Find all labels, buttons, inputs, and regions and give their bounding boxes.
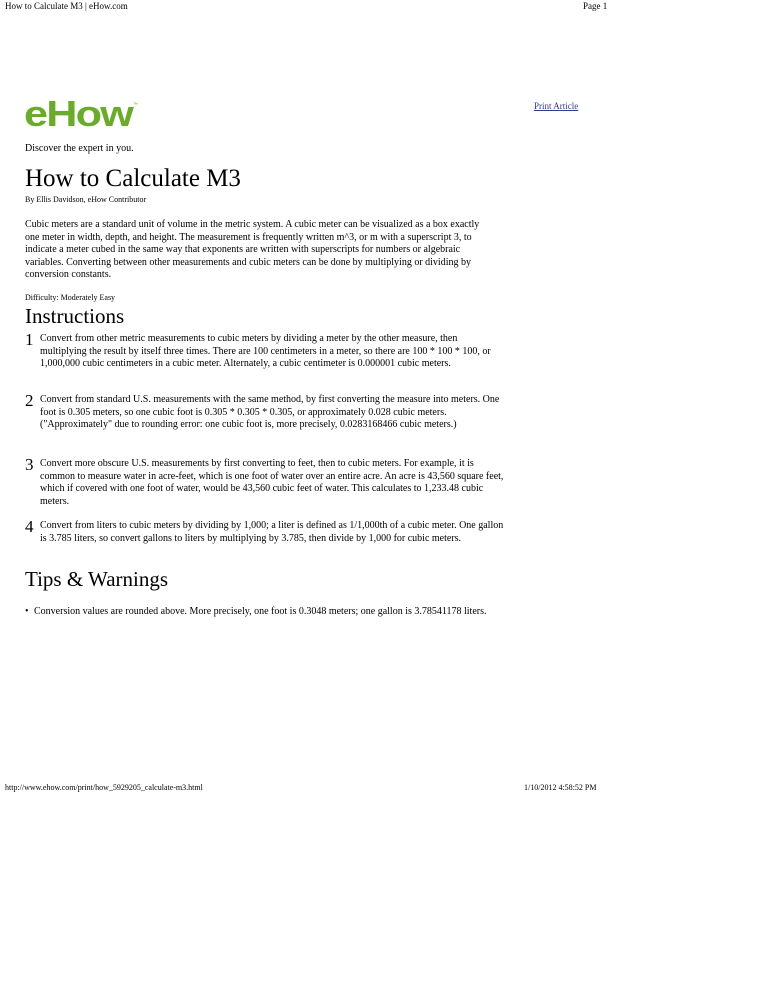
step-number: 1 xyxy=(25,330,34,349)
page-header-title: How to Calculate M3 | eHow.com xyxy=(5,1,128,11)
tips-heading: Tips & Warnings xyxy=(25,567,169,591)
difficulty: Difficulty: Moderately Easy xyxy=(25,293,116,302)
step-number: 3 xyxy=(25,455,34,474)
ehow-logo xyxy=(24,96,144,130)
step-text: Convert from other metric measurements to cubic meters by dividing a meter by the other measure, then multiplying the result by itself three times. There are 100 centimeters in a meter, so there are 100 * 100 * 100, or 1,000,000 cubic centimeters in a cubic meter. Alternately, a cubic centimeter is 0.000001 cubic meters. xyxy=(40,333,491,370)
instructions-heading: Instructions xyxy=(25,304,125,328)
tip-text: Conversion values are rounded above. More precisely, one foot is 0.3048 meters; one gallon is 3.78541178 liters. xyxy=(34,606,487,617)
article-title: How to Calculate M3 xyxy=(25,165,241,192)
step-text: Convert from liters to cubic meters by dividing by 1,000; a liter is defined as 1/1,000th of a cubic meter. One gallon is 3.785 liters, so convert gallons to liters by multiplying by 3.785, then divide by 1,000 for cubic meters. xyxy=(40,520,504,544)
step-text: Convert more obscure U.S. measurements by first converting to feet, then to cubic meters. For example, it is common to measure water in acre-feet, which is one foot of water over an entire acre. An acre is 43,560 square feet, which if covered with one foot of water, would be 43,560 cubic feet of water. This calculates to 1,233.48 cubic meters. xyxy=(40,458,504,507)
svg-text:™: ™ xyxy=(133,102,138,108)
page-footer-timestamp: 1/10/2012 4:58:52 PM xyxy=(524,783,597,792)
step-number: 2 xyxy=(25,391,34,410)
tip-item xyxy=(25,606,487,619)
ehow-logo-wordmark xyxy=(24,96,144,130)
step-number: 4 xyxy=(25,517,34,536)
step-text: Convert from standard U.S. measurements with the same method, by first converting the measure into meters. One foot is 0.305 meters, so one cubic foot is 0.305 * 0.305 * 0.305, or approximately 0.028 cubic meters. ("Approximately" due to rounding error: one cubic foot is, more precisely, 0.0283168466 cubic meters.) xyxy=(40,394,500,431)
intro-paragraph: Cubic meters are a standard unit of volume in the metric system. A cubic meter can be visualized as a box exactly one meter in width, depth, and height. The measurement is frequently written m^3, or m with a superscript 3, to indicate a meter cubed in the same way that exponents are written with superscripts for numbers or algebraic variables. Converting between other measurements and cubic meters can be done by multiplying or dividing by conversion constants. xyxy=(25,219,480,281)
svg-text:eHow: eHow xyxy=(24,96,135,130)
bullet-icon: • xyxy=(25,606,29,617)
tagline: Discover the expert in you. xyxy=(25,143,134,154)
byline: By Ellis Davidson, eHow Contributor xyxy=(25,195,147,204)
page-number: Page 1 xyxy=(583,1,608,11)
page-footer-url: http://www.ehow.com/print/how_5929205_calculate-m3.html xyxy=(5,783,203,792)
print-article-link[interactable]: Print Article xyxy=(534,101,579,111)
